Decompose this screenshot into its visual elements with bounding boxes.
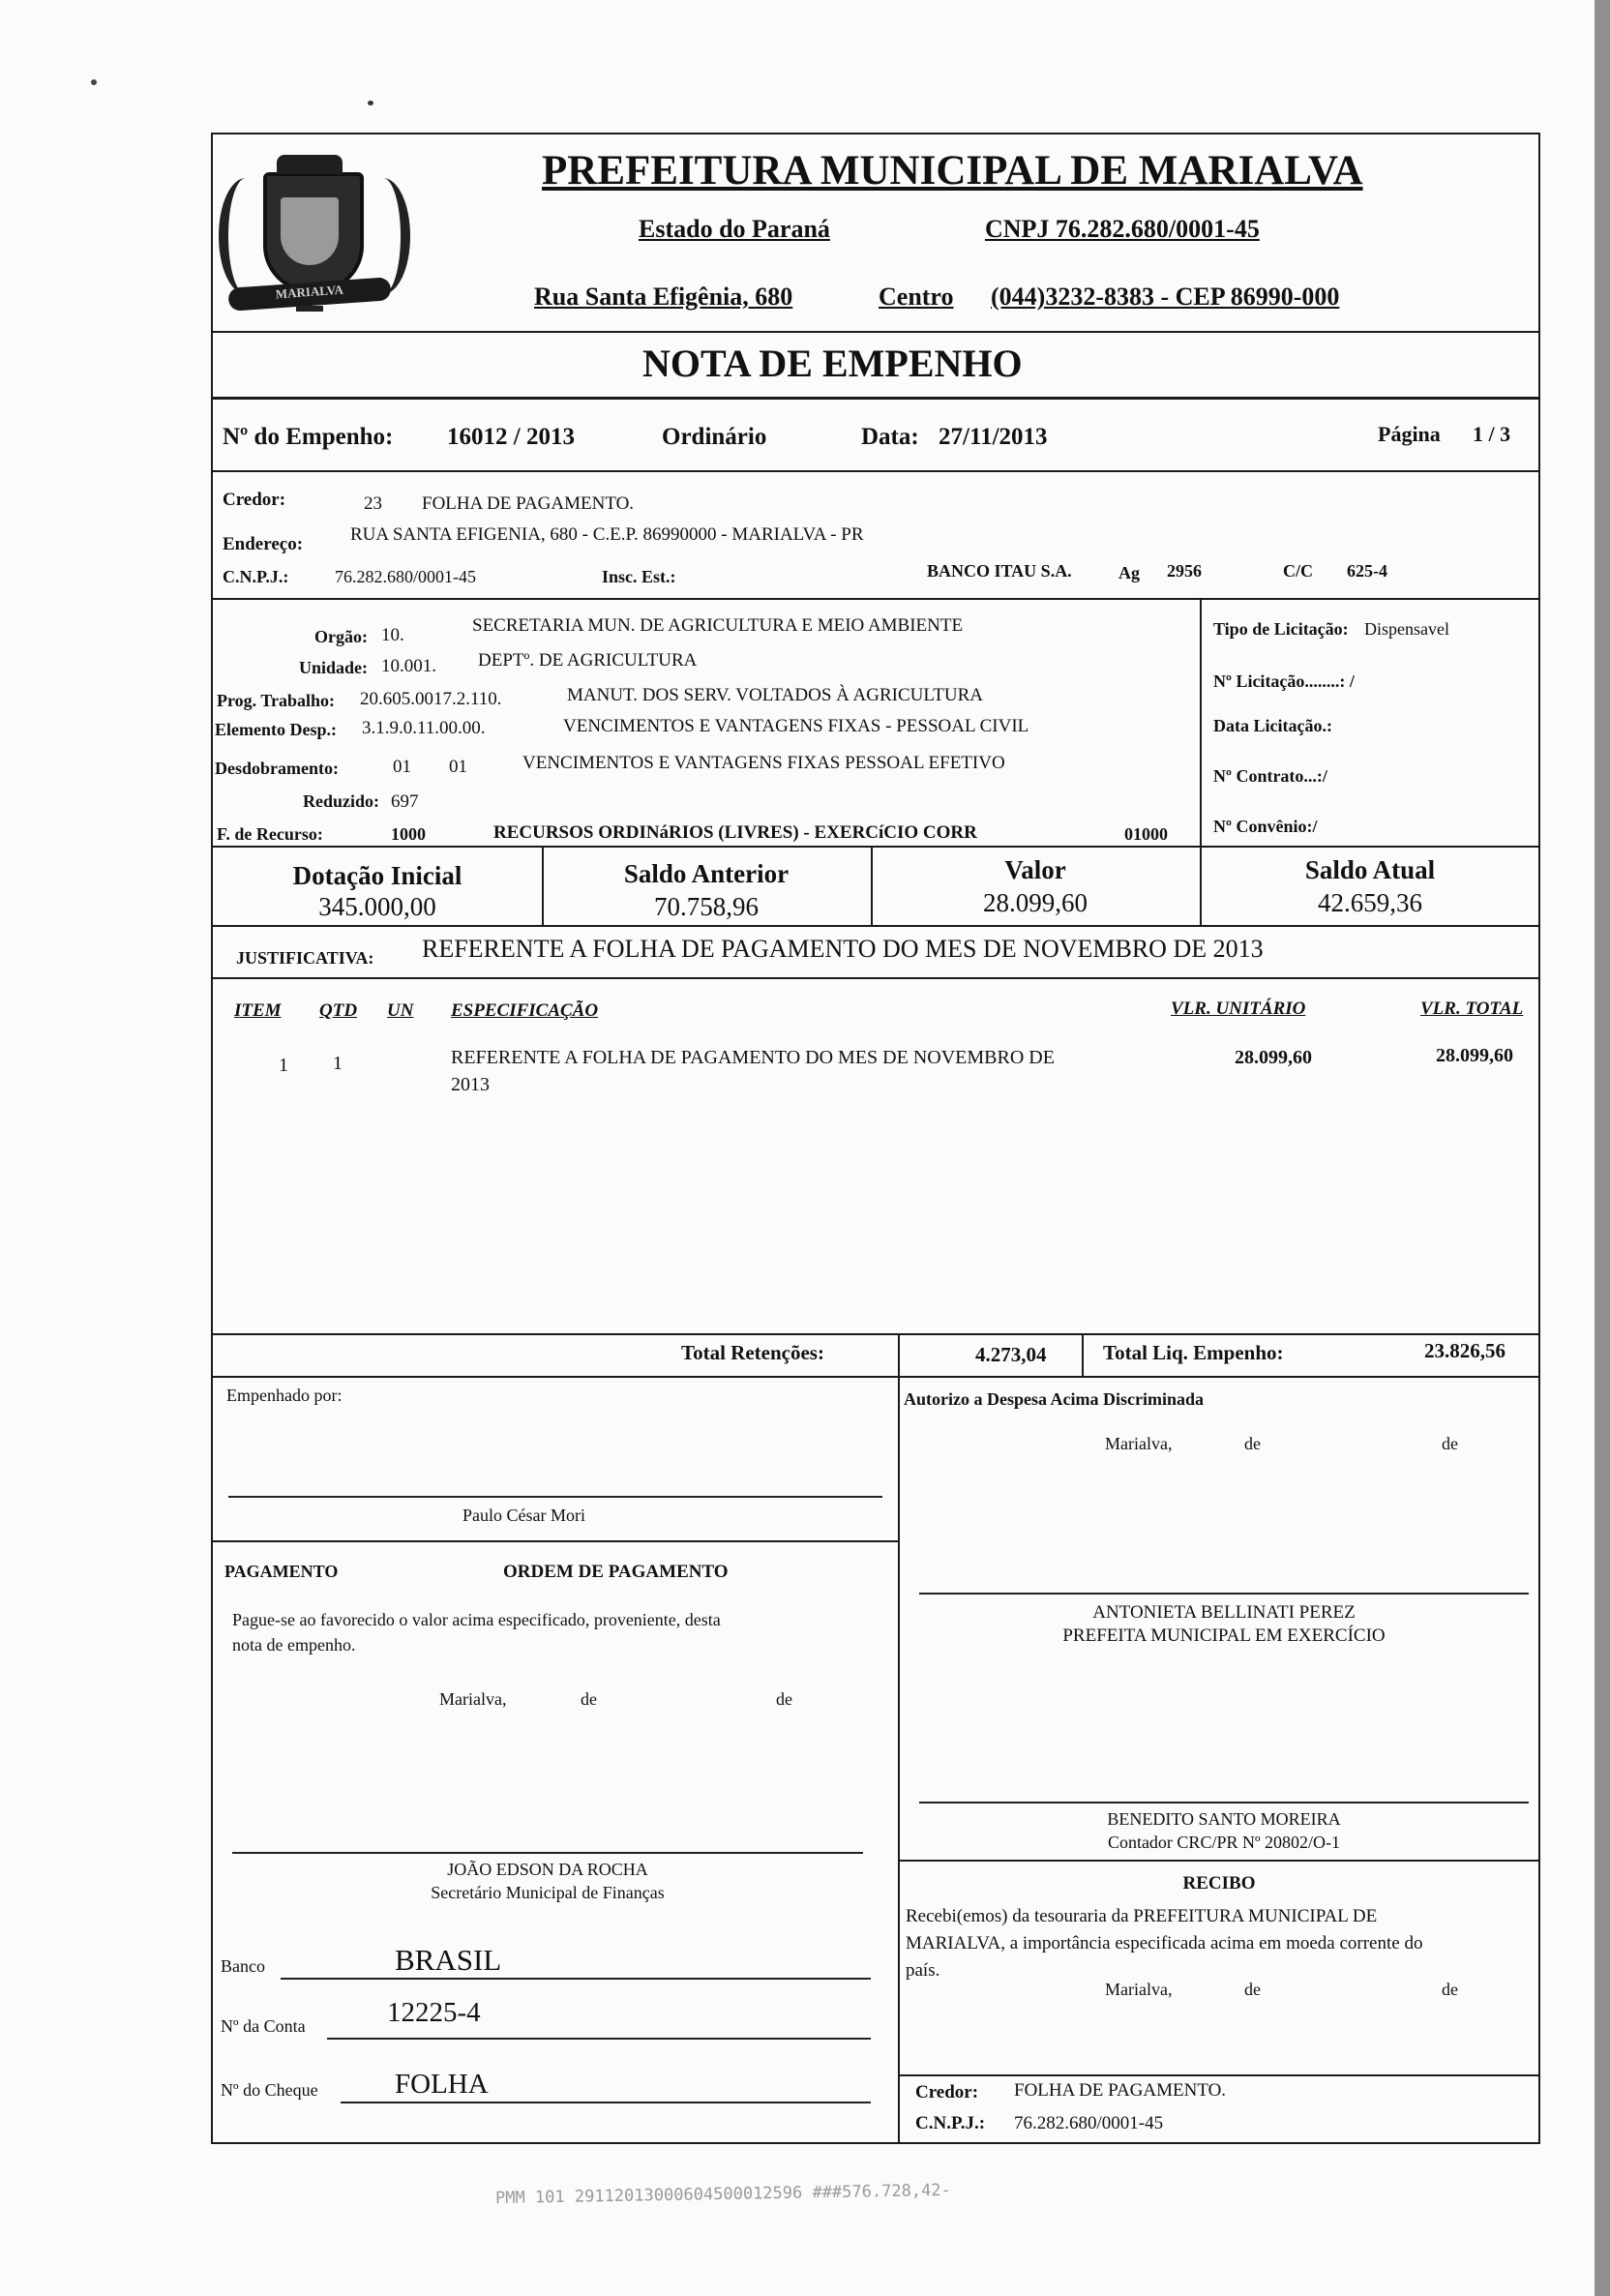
bank-name: BANCO ITAU S.A. [927, 561, 1072, 581]
empenhado-name: Paulo César Mori [462, 1506, 585, 1525]
signature-line [228, 1496, 882, 1498]
recibo-text-line2: MARIALVA, a importância especificada acima em moeda corrente do [906, 1933, 1423, 1953]
saldo-atual-value: 42.659,36 [1318, 888, 1422, 917]
unidade-code: 10.001. [381, 656, 436, 676]
contrato-number: Nº Contrato...:/ [1213, 766, 1327, 786]
scan-speck [91, 79, 97, 85]
address-label: Endereço: [223, 534, 304, 554]
divider [211, 1540, 898, 1542]
municipality-title: PREFEITURA MUNICIPAL DE MARIALVA [542, 148, 1363, 194]
secretario-name: JOÃO EDSON DA ROCHA [447, 1860, 648, 1879]
pagamento-heading: PAGAMENTO [224, 1562, 339, 1581]
divider [211, 598, 1540, 600]
convenio-number: Nº Convênio:/ [1213, 817, 1318, 836]
divider [211, 331, 1540, 333]
divider [898, 1860, 1540, 1862]
autorizo-text: Autorizo a Despesa Acima Discriminada [904, 1389, 1204, 1409]
recibo-de-1: de [1244, 1980, 1261, 1999]
item-spec-line2: 2013 [451, 1074, 490, 1095]
recibo-cnpj-label: C.N.P.J.: [915, 2113, 986, 2133]
account-number: 625-4 [1347, 561, 1387, 581]
empenho-number: 16012 / 2013 [447, 424, 575, 450]
signature-line [919, 1593, 1529, 1595]
ordem-pagamento-heading: ORDEM DE PAGAMENTO [503, 1562, 729, 1582]
elemento-label: Elemento Desp.: [215, 720, 337, 739]
desdobramento-label: Desdobramento: [215, 759, 339, 778]
unidade-name: DEPTº. DE AGRICULTURA [478, 650, 698, 671]
valor-label: Valor [1004, 855, 1066, 884]
recurso-label: F. de Recurso: [217, 824, 323, 844]
total-liquido-value: 23.826,56 [1424, 1339, 1506, 1362]
credor-cnpj-label: C.N.P.J.: [223, 567, 289, 586]
recibo-credor-name: FOLHA DE PAGAMENTO. [1014, 2080, 1227, 2101]
recibo-place: Marialva, [1105, 1980, 1173, 1999]
page-number: 1 / 3 [1473, 422, 1511, 446]
elemento-name: VENCIMENTOS E VANTAGENS FIXAS - PESSOAL CIVIL [563, 716, 1029, 736]
divider [1082, 1333, 1084, 1376]
banco-value: BRASIL [395, 1943, 502, 1977]
justificativa-text: REFERENTE A FOLHA DE PAGAMENTO DO MES DE NOVEMBRO DE 2013 [422, 935, 1264, 963]
dotacao-value: 345.000,00 [318, 892, 436, 921]
conta-value: 12225-4 [387, 1997, 481, 2028]
pague-text-line1: Pague-se ao favorecido o valor acima especificado, proveniente, desta [232, 1610, 721, 1629]
licitacao-number: Nº Licitação........: / [1213, 671, 1355, 691]
dotacao-label: Dotação Inicial [292, 861, 462, 890]
orgao-code: 10. [381, 625, 404, 645]
cheque-value: FOLHA [395, 2069, 489, 2100]
divider [211, 925, 1540, 927]
empenho-number-label: Nº do Empenho: [223, 424, 394, 450]
recibo-de-2: de [1442, 1980, 1458, 1999]
cheque-field-line [341, 2102, 871, 2103]
divider [211, 1376, 1540, 1378]
account-label: C/C [1283, 561, 1313, 581]
date-label: Data: [861, 424, 919, 450]
credor-cnpj: 76.282.680/0001-45 [335, 567, 476, 586]
credor-address: RUA SANTA EFIGENIA, 680 - C.E.P. 86990000 - MARIALVA - PR [350, 524, 864, 545]
signature-line [232, 1852, 863, 1854]
credor-label: Credor: [223, 490, 286, 510]
col-header-vlr-total: VLR. TOTAL [1420, 999, 1524, 1019]
empenhado-label: Empenhado por: [226, 1386, 343, 1405]
recibo-text-line1: Recebi(emos) da tesouraria da PREFEITURA MUNICIPAL DE [906, 1906, 1378, 1926]
item-qty: 1 [333, 1053, 343, 1074]
desdobramento-code-b: 01 [449, 757, 467, 777]
processing-stamp: PMM 101 29112013000604500012596 ###576.728,42- [494, 2180, 951, 2209]
conta-label: Nº da Conta [221, 2016, 306, 2036]
empenho-type: Ordinário [662, 424, 767, 450]
autorizo-de-2: de [1442, 1434, 1458, 1453]
state-name: Estado do Paraná [639, 215, 830, 243]
col-header-especificacao: ESPECIFICAÇÃO [451, 1000, 599, 1021]
col-header-qtd: QTD [319, 1000, 358, 1021]
banco-field-line [281, 1978, 871, 1980]
item-number: 1 [279, 1055, 288, 1076]
divider [211, 846, 1540, 848]
desdobramento-name: VENCIMENTOS E VANTAGENS FIXAS PESSOAL EFETIVO [522, 753, 1005, 773]
item-total-value: 28.099,60 [1436, 1045, 1513, 1066]
agency-number: 2956 [1167, 561, 1202, 581]
autorizo-place: Marialva, [1105, 1434, 1173, 1453]
credor-code: 23 [364, 493, 382, 514]
elemento-code: 3.1.9.0.11.00.00. [362, 718, 486, 738]
total-liquido-label: Total Liq. Empenho: [1103, 1341, 1284, 1364]
coat-of-arms-logo [215, 155, 404, 339]
divider [211, 1333, 1540, 1335]
desdobramento-code-a: 01 [393, 757, 411, 777]
prog-label: Prog. Trabalho: [217, 691, 336, 710]
reduzido-value: 697 [391, 791, 419, 812]
agency-label: Ag [1118, 563, 1140, 582]
pague-text-line2: nota de empenho. [232, 1635, 356, 1655]
cheque-label: Nº do Cheque [221, 2080, 318, 2100]
col-header-un: UN [387, 1000, 414, 1021]
contador-title: Contador CRC/PR Nº 20802/O-1 [1107, 1833, 1341, 1852]
prog-name: MANUT. DOS SERV. VOLTADOS À AGRICULTURA [567, 685, 983, 705]
col-header-vlr-unitario: VLR. UNITÁRIO [1171, 999, 1306, 1019]
divider [211, 977, 1540, 979]
justificativa-label: JUSTIFICATIVA: [236, 948, 374, 968]
seal-ribbon-text: MARIALVA [275, 282, 344, 302]
pagamento-place: Marialva, [439, 1689, 507, 1709]
pagamento-de-1: de [581, 1689, 597, 1709]
cnpj-header: CNPJ 76.282.680/0001-45 [985, 215, 1260, 243]
prog-code: 20.605.0017.2.110. [360, 689, 502, 709]
recibo-credor-label: Credor: [915, 2082, 979, 2102]
insc-est-label: Insc. Est.: [602, 567, 676, 586]
saldo-anterior-label: Saldo Anterior [623, 859, 790, 888]
phone-cep: (044)3232-8383 - CEP 86990-000 [991, 283, 1340, 311]
divider [211, 397, 1540, 400]
col-header-item: ITEM [234, 1000, 282, 1021]
divider [898, 1333, 900, 2144]
recibo-heading: RECIBO [1182, 1873, 1256, 1893]
date-value: 27/11/2013 [939, 424, 1048, 450]
credor-name: FOLHA DE PAGAMENTO. [422, 493, 635, 514]
autorizo-de-1: de [1244, 1434, 1261, 1453]
district: Centro [879, 283, 954, 311]
licitacao-type-value: Dispensavel [1364, 619, 1449, 639]
conta-field-line [327, 2038, 871, 2040]
total-retencoes-value: 4.273,04 [975, 1343, 1047, 1366]
scan-speck [368, 101, 373, 105]
saldo-atual-label: Saldo Atual [1304, 855, 1436, 884]
divider [898, 2074, 1540, 2076]
reduzido-label: Reduzido: [302, 791, 379, 811]
street-address: Rua Santa Efigênia, 680 [534, 283, 793, 311]
total-retencoes-label: Total Retenções: [681, 1341, 824, 1364]
valor-value: 28.099,60 [983, 888, 1088, 917]
divider [1200, 598, 1202, 846]
saldo-anterior-value: 70.758,96 [654, 892, 759, 921]
page-label: Página [1378, 422, 1441, 446]
divider [211, 470, 1540, 472]
item-unit-value: 28.099,60 [1235, 1047, 1312, 1068]
contador-name: BENEDITO SANTO MOREIRA [1107, 1809, 1341, 1829]
licitacao-date: Data Licitação.: [1213, 716, 1332, 735]
signature-line [919, 1802, 1529, 1804]
recibo-cnpj-value: 76.282.680/0001-45 [1014, 2113, 1164, 2133]
recurso-code: 1000 [391, 824, 426, 844]
recurso-name: RECURSOS ORDINáRIOS (LIVRES) - EXERCíCIO CORR [493, 822, 977, 843]
banco-label: Banco [221, 1956, 265, 1976]
document-title: NOTA DE EMPENHO [642, 342, 1023, 385]
secretario-title: Secretário Municipal de Finanças [431, 1883, 665, 1902]
prefeita-title: PREFEITA MUNICIPAL EM EXERCÍCIO [1062, 1625, 1386, 1646]
recurso-code2: 01000 [1124, 824, 1168, 844]
pagamento-de-2: de [776, 1689, 792, 1709]
prefeita-name: ANTONIETA BELLINATI PEREZ [1092, 1602, 1356, 1623]
scan-edge-shadow [1595, 0, 1610, 2296]
orgao-label: Orgão: [314, 627, 368, 646]
unidade-label: Unidade: [298, 658, 368, 677]
recibo-text-line3: país. [906, 1960, 940, 1981]
orgao-name: SECRETARIA MUN. DE AGRICULTURA E MEIO AMBIENTE [472, 615, 964, 636]
licitacao-type-label: Tipo de Licitação: [1213, 619, 1349, 639]
item-spec-line1: REFERENTE A FOLHA DE PAGAMENTO DO MES DE NOVEMBRO DE [451, 1047, 1055, 1068]
